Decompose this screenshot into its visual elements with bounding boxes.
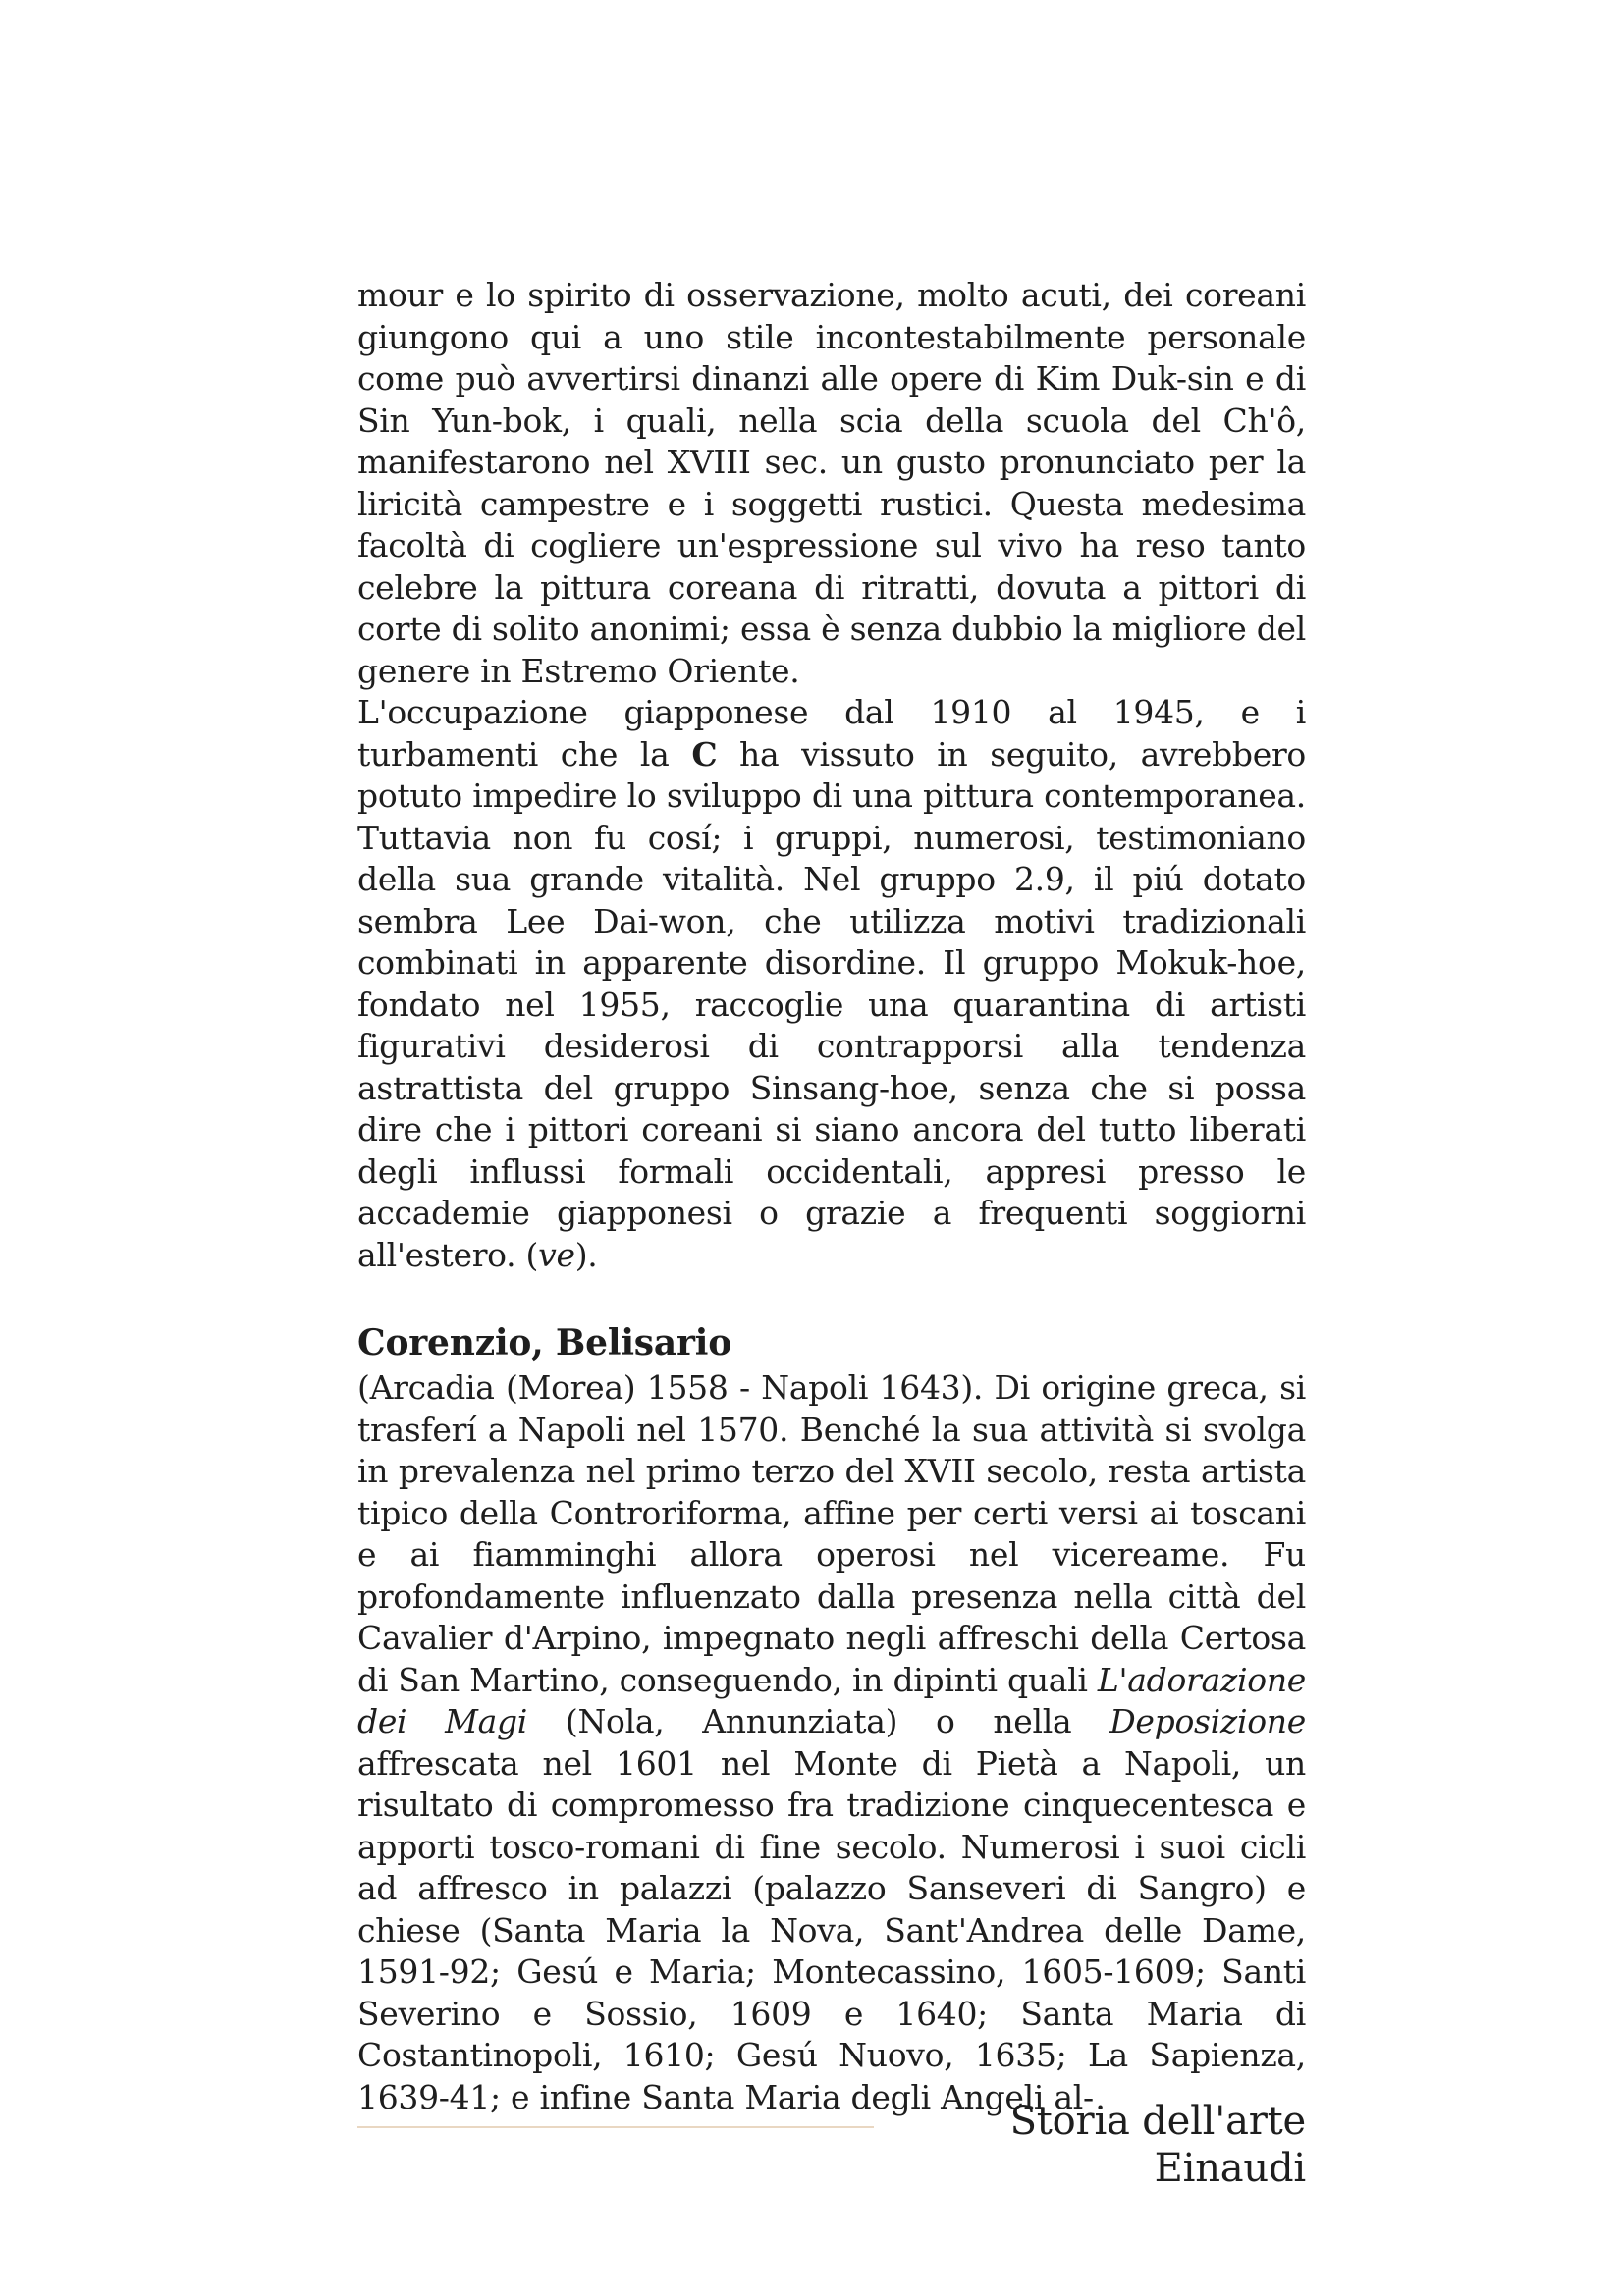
paragraph-text: mour e lo spirito di osservazione, molto acuti, dei coreani giungono qui a uno stile incontestabilmente personale come può avvertirsi dinanzi alle opere di Kim Duk-sin e di Sin Yun-bok, i quali, nella scia della scuola del Ch'ô, manifestarono nel bbox=[357, 276, 1306, 481]
entry-heading: Corenzio, Belisario bbox=[357, 1322, 732, 1363]
paragraph-text: sec. un gusto pronunciato per la liricità campestre e i soggetti rustici. Questa medesima facoltà di cogliere un'espressione sul vivo ha reso tanto celebre la pittura coreana di ritratti, dovuta a pittori di corte di solito anonimi; essa è senza dubbio la migliore del genere in Estremo Oriente. bbox=[357, 443, 1306, 690]
century-numeral: XVIII bbox=[667, 443, 751, 481]
paragraph-text: affrescata nel 1601 nel Monte di Pietà a Napoli, un risultato di compromesso fra tradizione cinquecentesca e apporti tosco-romani di fine secolo. Numerosi i suoi cicli ad affresco in palazzi (palazzo Sanseveri di Sangro) e chiese (Santa Maria la Nova, Sant'Andrea delle Dame, 1591-92; Gesú e Maria; Montecassino, 1605-1609; Santi Severino e Sossio, 1609 e 1640; Santa Maria di Costantinopoli, 1610; Gesú Nuovo, 1635; La Sapienza, 1639-41; e infine Santa Maria degli Angeli al- bbox=[357, 1743, 1306, 2116]
paragraph-text: ). bbox=[574, 1235, 598, 1274]
footer-divider bbox=[357, 2126, 874, 2128]
artwork-title: L'adorazione dei Magi bbox=[357, 1660, 1306, 1740]
page-body bbox=[357, 275, 1306, 2118]
entry-paragraph bbox=[357, 1367, 1306, 2118]
paragraph-text: (Nola, Annunziata) o nella bbox=[527, 1702, 1110, 1740]
entry-abbreviation: C bbox=[691, 734, 718, 774]
paragraph-text: (Arcadia (Morea) 1558 - Napoli 1643). Di origine greca, si trasferí a Napoli nel 1570. Benché la sua attività si svolga in prevalenza nel primo terzo del bbox=[357, 1368, 1306, 1490]
paragraph-text: L'occupazione giapponese dal 1910 al 1945, e i turbamenti che la bbox=[357, 693, 1306, 774]
body-paragraph-2 bbox=[357, 692, 1306, 1276]
footer-publication-title: Storia dell'arte Einaudi bbox=[1009, 2099, 1306, 2191]
body-paragraph-1 bbox=[357, 275, 1306, 692]
paragraph-text: secolo, resta artista tipico della Controriforma, affine per certi versi ai toscani e ai fiamminghi allora operosi nel vicereame. Fu profondamente influenzato dalla presenza nella città del Cavalier d'Arpino, impegnato negli affreschi della Certosa di San Martino, conseguendo, in dipinti quali bbox=[357, 1452, 1306, 1699]
century-numeral: XVII bbox=[904, 1452, 976, 1490]
author-initials: ve bbox=[538, 1235, 575, 1274]
artwork-title: Deposizione bbox=[1109, 1702, 1306, 1740]
paragraph-text: ha vissuto in seguito, avrebbero potuto impedire lo sviluppo di una pittura contemporanea. Tuttavia non fu cosí; i gruppi, numerosi, testimoniano della sua grande vitalità. Nel gruppo 2.9, il piú dotato sembra Lee Dai-won, che utilizza motivi tradizionali combinati in apparente disordine. Il gruppo Mokuk-hoe, fondato nel 1955, raccoglie una quarantina di artisti figurativi desiderosi di contrapporsi alla tendenza astrattista del gruppo Sinsang-hoe, senza che si possa dire che i pittori coreani si siano ancora del tutto liberati degli influssi formali occidentali, appresi presso le accademie giapponesi o grazie a frequenti soggiorni all'estero. ( bbox=[357, 734, 1307, 1274]
